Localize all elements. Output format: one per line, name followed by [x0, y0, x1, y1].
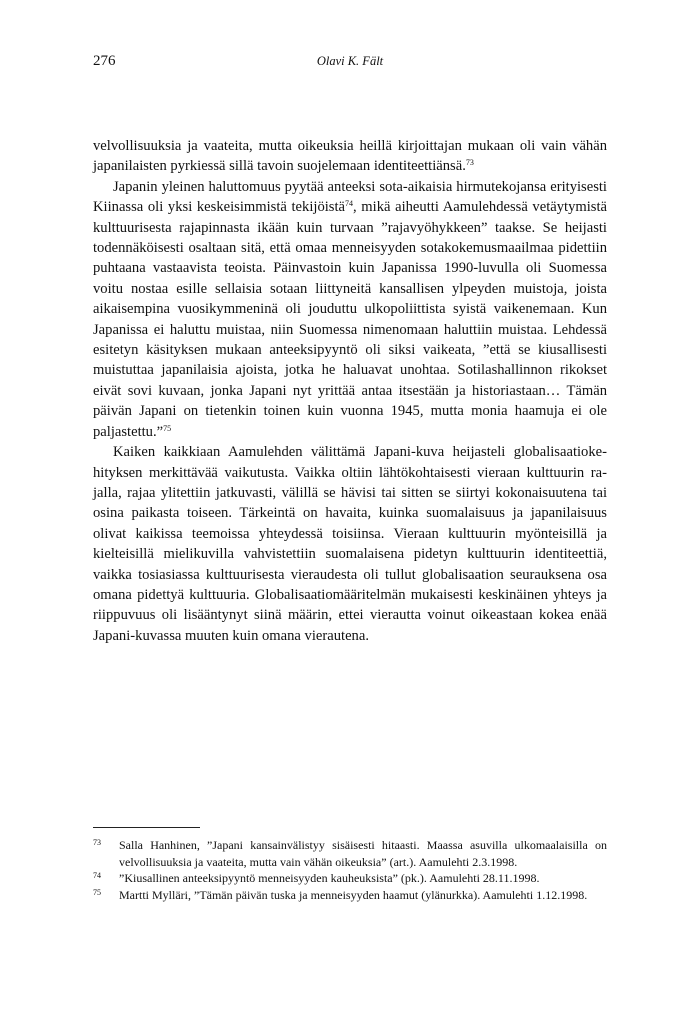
paragraph-2-text-b: , mikä aiheutti Aamulehdessä vetäytymistä kulttuurisesta rajapinnasta ikään kuin turvaan ”rajavyöhykkeen” taakse. Se heijasti todennäköisesti osaltaan sitä, että omaa menneisyyden sotakokemusmaailmaa pidettiin puhtaana vastaavista teoista. Päinvastoin kuin Japanissa 1990-luvulla oli Suomessa voitu nostaa esille sellaisia sotaan liittyneitä kansallisen ylpeyden muistoja, joista aikaisempina vuosikymmeninä oli jouduttu ulkopoliittista syistä vaikenemaan. Kun Japanissa ei haluttu muistaa, niin Suomessa nimenomaan haluttiin muistaa. Lehdessä esitetyn käsityksen mukaan anteeksipyyntö oli siksi vaikeata, ”että se kiusallisesti muistuttaa japanilaisia ajoista, jotka he haluavat unohtaa. Sotilashallinnon rikokset eivät sovi kuvaan, jonka Japani nyt yrittää antaa itsestään ja historiastaan… Tämän päivän Japani on tietenkin toinen kuin vuonna 1945, mutta monia haamuja ei ole paljastettu.” [93, 199, 608, 440]
footnote-ref-73: 73 [465, 158, 474, 168]
page-header [93, 53, 607, 73]
footnote [93, 837, 607, 870]
footnotes [93, 837, 607, 903]
footnote-number: 75 [93, 887, 101, 897]
paragraph-1 [93, 136, 607, 177]
paragraph-3 [93, 442, 607, 646]
paragraph-1-text: velvollisuuksia ja vaateita, mutta oikeuksia heillä kirjoittajan mukaan oli vain vähän japanilaisten pyrkiessä sillä tavoin suojelemaan identiteettiänsä. [93, 138, 607, 175]
footnote-number: 74 [93, 871, 101, 880]
running-head: Olavi K. Fält [316, 54, 384, 68]
footnote-number: 73 [93, 838, 101, 847]
paragraph-2 [93, 177, 607, 442]
footnote-text: Salla Hanhinen, ”Japani kansainvälistyy sisäisesti hitaasti. Maassa asuvilla ulkomaalaisilla on velvollisuuksia ja vaateita, mutta vain vähän oikeuksia” (art.). Aamulehti 2.3.1998. [119, 838, 607, 869]
body-text [93, 136, 607, 646]
footnote-ref-75: 75 [163, 423, 172, 433]
footnote-rule [93, 827, 200, 828]
footnote-text: ”Kiusallinen anteeksipyyntö menneisyyden kauheuksista” (pk.). Aamulehti 28.11.1998. [119, 871, 540, 885]
page-number: 276 [93, 53, 116, 69]
paragraph-3-text: Kaiken kaikkiaan Aamulehden välittämä Japani-kuva heijasteli globalisaatiokehityksen merkittävää vaikutusta. Vaikka oltiin lähtökohtaisesti vieraan kulttuurin rajalla, rajaa ylitettiin jatkuvasti, välillä se hävisi tai sitten se siirtyi kokonaisuutena tai osina paikasta toiseen. Tärkeintä on havaita, kuinka suomalaisuus ja japanilaisuus olivat kaikissa teemoissa yhteydessä toisiinsa. Vieraan kulttuurin myönteisillä ja kielteisillä mielikuvilla vahvistettiin suomalaisena pidetyn kulttuurin identiteettiä, vaikka tosiasiassa kulttuurisesta vieraudesta oli tullut globalisaation seurauksena osa omana pidettyä kulttuuria. Globalisaatiomääritelmän mukaisesti keskinäinen yhteys ja riippuvuus oli lisääntynyt siinä määrin, ettei vierautta voinut oikeastaan kokea enää Japani-kuvassa muuten kuin omana vierautena. [93, 444, 607, 644]
footnote-ref-74: 74 [345, 199, 354, 209]
footnote-text: Martti Mylläri, ”Tämän päivän tuska ja menneisyyden haamut (ylänurkka). Aamulehti 1.12.1998. [119, 887, 588, 902]
footnote [93, 887, 607, 904]
paragraph-2-text-a: Japanin yleinen haluttomuus pyytää anteeksi sota-aikaisia hirmutekojansa erityisesti Kiinassa oli yksi keskeisimmistä tekijöistä [93, 178, 607, 216]
footnote [93, 870, 607, 887]
